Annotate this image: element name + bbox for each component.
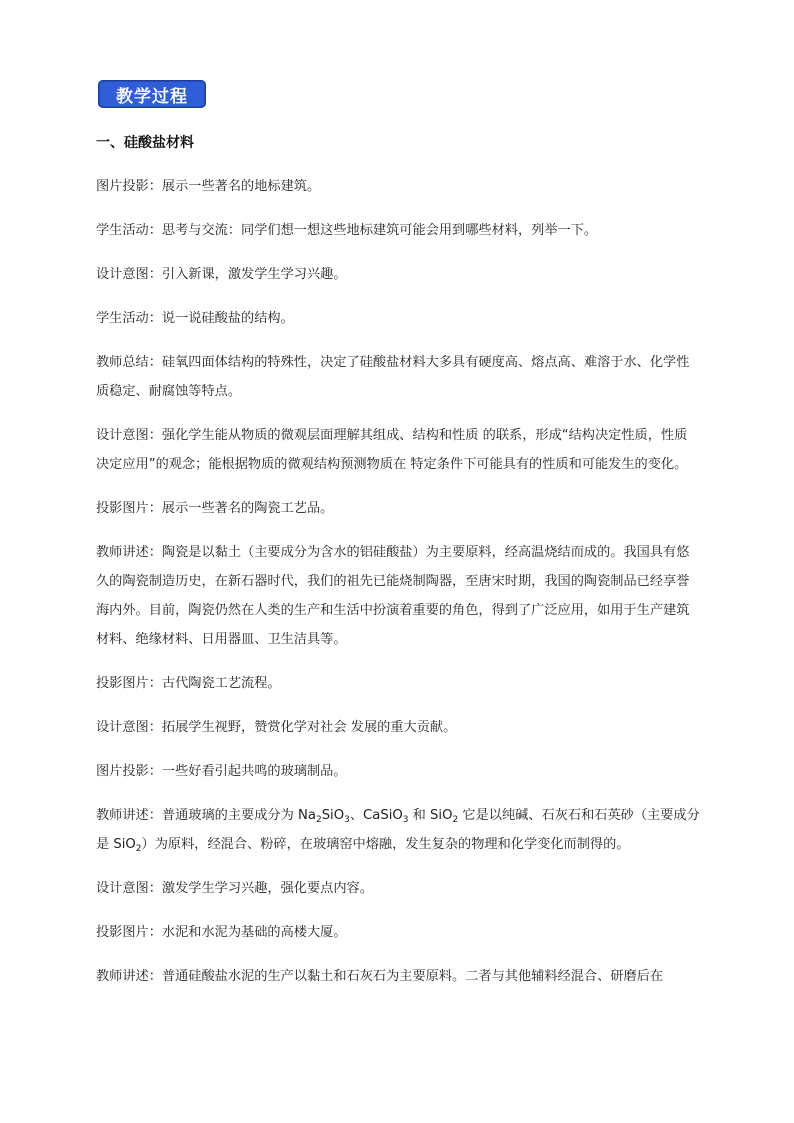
paragraph: 图片投影：展示一些著名的地标建筑。	[96, 179, 321, 194]
paragraph: 设计意图：强化学生能从物质的微观层面理解其组成、结构和性质 的联系，形成“结构决定性质，性质决定应用”的观念；能根据物质的微观结构预测物质在 特定条件下可能具有的性质和可能发生的变化。	[96, 428, 688, 472]
subscript: 2	[452, 815, 459, 825]
text-run: 和 SiO	[408, 808, 453, 823]
text-run: SiO	[321, 808, 345, 823]
paragraph: 教师讲述：普通硅酸盐水泥的生产以黏土和石灰石为主要原料。二者与其他辅料经混合、研磨后在	[96, 969, 664, 984]
text-run: 它是以纯碱、石灰石和石英砂（主要成分是 SiO	[96, 808, 700, 852]
paragraph: 学生活动：思考与交流：同学们想一想这些地标建筑可能会用到哪些材料，列举一下。	[96, 223, 598, 238]
glass-paragraph	[96, 801, 700, 859]
subscript: 2	[315, 815, 322, 825]
paragraph: 投影图片：古代陶瓷工艺流程。	[96, 676, 281, 691]
section-title: 一、硅酸盐材料	[96, 135, 194, 151]
paragraph: 投影图片：展示一些著名的陶瓷工艺品。	[96, 501, 334, 516]
paragraph: 设计意图：拓展学生视野，赞赏化学对社会 发展的重大贡献。	[96, 720, 457, 735]
paragraph: 设计意图：激发学生学习兴趣，强化要点内容。	[96, 881, 373, 896]
paragraph: 图片投影：一些好看引起共鸣的玻璃制品。	[96, 764, 347, 779]
lesson-content	[96, 172, 700, 1006]
section-badge: 教学过程	[98, 80, 206, 108]
text-run: 、CaSiO	[349, 808, 403, 823]
paragraph: 教师讲述：陶瓷是以黏土（主要成分为含水的铝硅酸盐）为主要原料，经高温烧结而成的。我国具有悠久的陶瓷制造历史，在新石器时代，我们的祖先已能烧制陶器，至唐宋时期，我国的陶瓷制品已经享誉海内外。目前，陶瓷仍然在人类的生产和生活中扮演着重要的角色，得到了广泛应用，如用于生产建筑材料、绝缘材料、日用器皿、卫生洁具等。	[96, 545, 690, 647]
paragraph: 投影图片：水泥和水泥为基础的高楼大厦。	[96, 925, 347, 940]
subscript: 3	[344, 815, 350, 825]
text-run: 教师讲述：普通玻璃的主要成分为 Na	[96, 808, 316, 823]
paragraph: 学生活动：说一说硅酸盐的结构。	[96, 311, 294, 326]
paragraph: 教师总结：硅氧四面体结构的特殊性，决定了硅酸盐材料大多具有硬度高、熔点高、难溶于水、化学性质稳定、耐腐蚀等特点。	[96, 355, 690, 399]
paragraph: 设计意图：引入新课，激发学生学习兴趣。	[96, 267, 347, 282]
subscript: 2	[135, 844, 142, 854]
text-run: ）为原料，经混合、粉碎，在玻璃窑中熔融，发生复杂的物理和化学变化而制得的。	[141, 837, 630, 852]
subscript: 3	[402, 815, 409, 825]
